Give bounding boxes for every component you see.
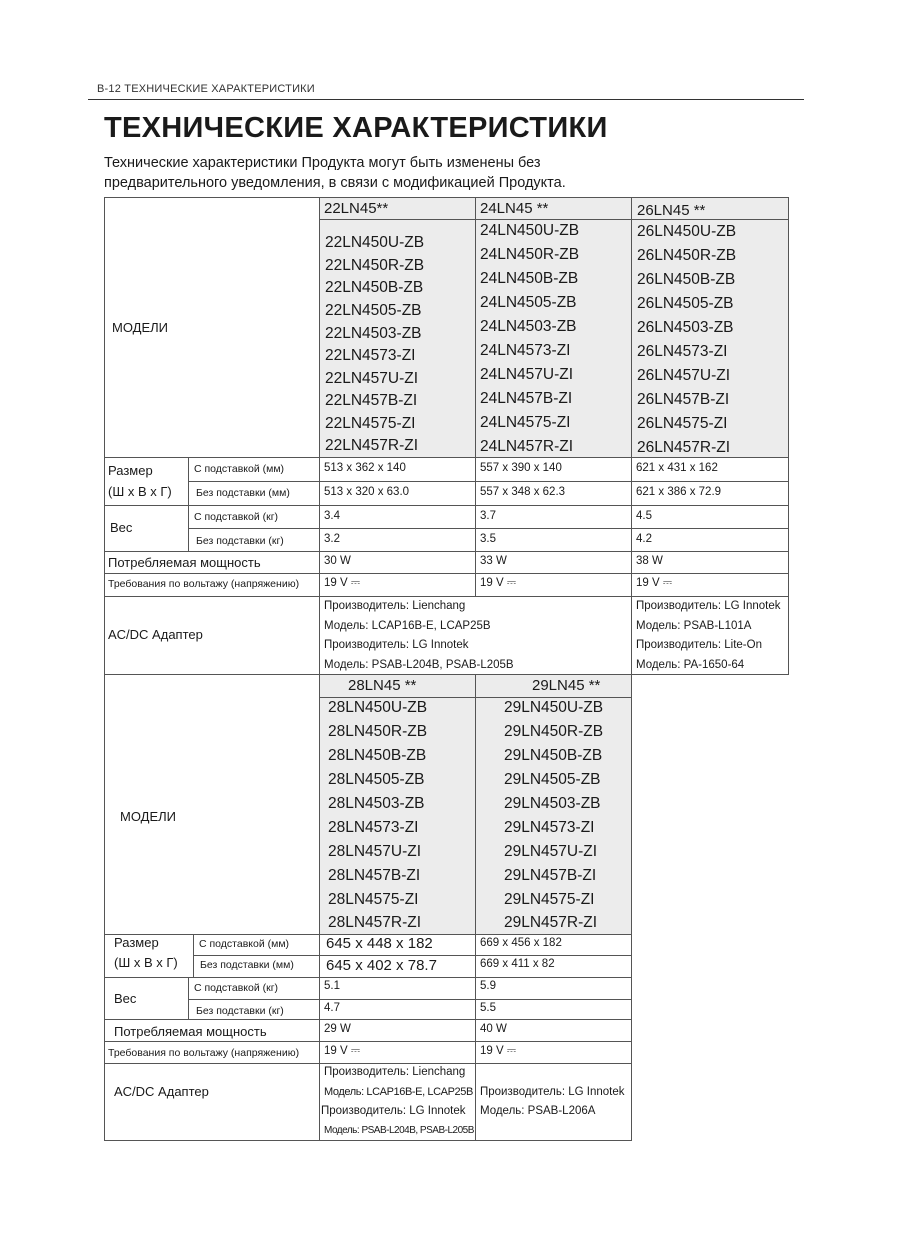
intro-line-2: предварительного уведомления, в связи с модификацией Продукта. xyxy=(104,175,566,191)
weight-label: Вес xyxy=(114,991,137,1006)
power-29: 40 W xyxy=(480,1023,507,1035)
models-label: МОДЕЛИ xyxy=(120,809,177,824)
model-item: 22LN450R-ZB xyxy=(325,257,425,274)
model-item: 29LN450R-ZB xyxy=(504,723,604,740)
model-item: 28LN4505-ZB xyxy=(328,771,425,788)
model-item: 29LN4573-ZI xyxy=(504,819,595,836)
adapter-line: Модель: PSAB-L206A xyxy=(480,1105,596,1117)
model-item: 26LN450U-ZB xyxy=(637,223,737,240)
size-label: Размер xyxy=(108,463,153,478)
weight-with-stand-22: 3.4 xyxy=(324,510,340,522)
model-item: 24LN457B-ZI xyxy=(480,390,573,407)
size-with-stand-24: 557 x 390 x 140 xyxy=(480,462,562,474)
model-item: 26LN4573-ZI xyxy=(637,343,728,360)
model-item: 29LN450U-ZB xyxy=(504,699,604,716)
weight-label: Вес xyxy=(110,520,133,535)
model-item: 26LN4503-ZB xyxy=(637,319,734,336)
model-item: 24LN457R-ZI xyxy=(480,438,574,455)
model-item: 28LN4503-ZB xyxy=(328,795,425,812)
power-label: Потребляемая мощность xyxy=(114,1024,267,1039)
model-item: 24LN4575-ZI xyxy=(480,414,571,431)
column-header-24: 24LN45 ** xyxy=(480,200,549,217)
weight-with-stand-26: 4.5 xyxy=(636,510,652,522)
model-item: 26LN450B-ZB xyxy=(637,271,736,288)
model-item: 24LN457U-ZI xyxy=(480,366,574,383)
model-item: 26LN457B-ZI xyxy=(637,391,730,408)
model-item: 22LN450B-ZB xyxy=(325,279,424,296)
size-label-dims: (Ш x В x Г) xyxy=(108,484,172,499)
adapter-line: Производитель: Lienchang xyxy=(324,1066,466,1078)
column-header-26: 26LN45 ** xyxy=(637,202,706,219)
power-label: Потребляемая мощность xyxy=(108,555,261,570)
page-title: ТЕХНИЧЕСКИЕ ХАРАКТЕРИСТИКИ xyxy=(104,112,608,144)
model-item: 29LN4503-ZB xyxy=(504,795,601,812)
header-rule xyxy=(88,99,804,100)
voltage-24: 19 V ⎓ xyxy=(480,577,517,589)
model-item: 29LN457B-ZI xyxy=(504,867,597,884)
column-header-22: 22LN45** xyxy=(324,200,389,217)
weight-with-stand-28: 5.1 xyxy=(324,980,340,992)
power-24: 33 W xyxy=(480,555,507,567)
voltage-26: 19 V ⎓ xyxy=(636,577,673,589)
intro-line-1: Технические характеристики Продукта могут быть изменены без xyxy=(104,155,541,171)
page-header: B-12 ТЕХНИЧЕСКИЕ ХАРАКТЕРИСТИКИ xyxy=(97,83,315,95)
models-label: МОДЕЛИ xyxy=(112,320,169,335)
model-item: 29LN4505-ZB xyxy=(504,771,601,788)
model-item: 28LN4573-ZI xyxy=(328,819,419,836)
weight-without-stand-28: 4.7 xyxy=(324,1002,340,1014)
column-header-28: 28LN45 ** xyxy=(348,677,417,694)
model-item: 29LN457U-ZI xyxy=(504,843,598,860)
size-label-dims: (Ш x В x Г) xyxy=(114,955,178,970)
model-item: 24LN4503-ZB xyxy=(480,318,577,335)
size-without-stand-29: 669 x 411 x 82 xyxy=(480,958,555,970)
model-item: 24LN4505-ZB xyxy=(480,294,577,311)
model-item: 28LN457U-ZI xyxy=(328,843,422,860)
adapter-info-26: Производитель: LG Innotek Модель: PSAB-L101A Производитель: Lite-On Модель: PA-1650-64 xyxy=(636,600,781,671)
adapter-info-22-24: Производитель: Lienchang Модель: LCAP16B-E, LCAP25B Производитель: LG Innotek Модель: PSAB-L204B, PSAB-L205B xyxy=(324,600,514,671)
model-item: 29LN4575-ZI xyxy=(504,891,595,908)
weight-without-stand-22: 3.2 xyxy=(324,533,340,545)
size-without-stand-28: 645 x 402 x 78.7 xyxy=(326,957,437,974)
weight-with-stand-29: 5.9 xyxy=(480,980,496,992)
size-with-stand-26: 621 x 431 x 162 xyxy=(636,462,718,474)
model-item: 22LN450U-ZB xyxy=(325,234,425,251)
voltage-28: 19 V ⎓ xyxy=(324,1045,361,1057)
model-item: 28LN450B-ZB xyxy=(328,747,427,764)
weight-without-stand-26: 4.2 xyxy=(636,533,652,545)
model-item: 29LN457R-ZI xyxy=(504,914,598,931)
size-with-stand-28: 645 x 448 x 182 xyxy=(326,935,433,952)
with-stand-kg-label: С подставкой (кг) xyxy=(194,511,279,523)
weight-with-stand-24: 3.7 xyxy=(480,510,496,522)
model-item: 22LN4505-ZB xyxy=(325,302,422,319)
model-item: 26LN450R-ZB xyxy=(637,247,737,264)
model-item: 26LN457R-ZI xyxy=(637,439,731,456)
voltage-29: 19 V ⎓ xyxy=(480,1045,517,1057)
adapter-line: Модель: LCAP16B-E, LCAP25B xyxy=(324,1086,473,1098)
model-item: 29LN450B-ZB xyxy=(504,747,603,764)
weight-without-stand-24: 3.5 xyxy=(480,533,496,545)
voltage-label: Требования по вольтажу (напряжению) xyxy=(108,1047,300,1059)
size-without-stand-22: 513 x 320 x 63.0 xyxy=(324,486,410,498)
model-item: 24LN4573-ZI xyxy=(480,342,571,359)
model-item: 28LN450R-ZB xyxy=(328,723,428,740)
adapter-label: AC/DC Адаптер xyxy=(108,627,203,642)
model-item: 22LN457U-ZI xyxy=(325,370,419,387)
model-item: 22LN4575-ZI xyxy=(325,415,416,432)
model-item: 24LN450B-ZB xyxy=(480,270,579,287)
power-28: 29 W xyxy=(324,1023,351,1035)
size-with-stand-29: 669 x 456 x 182 xyxy=(480,937,562,949)
model-item: 28LN450U-ZB xyxy=(328,699,428,716)
column-header-29: 29LN45 ** xyxy=(532,677,601,694)
model-item: 22LN4503-ZB xyxy=(325,325,422,342)
size-with-stand-22: 513 x 362 x 140 xyxy=(324,462,406,474)
size-without-stand-26: 621 x 386 x 72.9 xyxy=(636,486,722,498)
voltage-label: Требования по вольтажу (напряжению) xyxy=(108,578,300,590)
size-label: Размер xyxy=(114,935,159,950)
with-stand-mm-label: С подставкой (мм) xyxy=(194,463,285,475)
model-item: 24LN450U-ZB xyxy=(480,222,580,239)
without-stand-kg-label: Без подставки (кг) xyxy=(196,1005,284,1017)
model-item: 24LN450R-ZB xyxy=(480,246,580,263)
model-item: 26LN457U-ZI xyxy=(637,367,731,384)
model-item: 28LN4575-ZI xyxy=(328,891,419,908)
adapter-label: AC/DC Адаптер xyxy=(114,1084,209,1099)
weight-without-stand-29: 5.5 xyxy=(480,1002,496,1014)
model-item: 28LN457R-ZI xyxy=(328,914,422,931)
adapter-line: Производитель: LG Innotek xyxy=(480,1086,625,1098)
without-stand-kg-label: Без подставки (кг) xyxy=(196,535,284,547)
model-item: 22LN457B-ZI xyxy=(325,392,418,409)
model-item: 26LN4505-ZB xyxy=(637,295,734,312)
size-without-stand-24: 557 x 348 x 62.3 xyxy=(480,486,566,498)
model-item: 22LN457R-ZI xyxy=(325,437,419,454)
without-stand-mm-label: Без подставки (мм) xyxy=(196,487,290,499)
power-26: 38 W xyxy=(636,555,663,567)
voltage-22: 19 V ⎓ xyxy=(324,577,361,589)
adapter-line: Модель: PSAB-L204B, PSAB-L205B xyxy=(324,1125,474,1136)
adapter-line: Производитель: LG Innotek xyxy=(321,1105,466,1117)
model-item: 28LN457B-ZI xyxy=(328,867,421,884)
without-stand-mm-label: Без подставки (мм) xyxy=(200,959,294,971)
with-stand-mm-label: С подставкой (мм) xyxy=(199,938,290,950)
with-stand-kg-label: С подставкой (кг) xyxy=(194,982,279,994)
model-item: 22LN4573-ZI xyxy=(325,347,416,364)
model-item: 26LN4575-ZI xyxy=(637,415,728,432)
power-22: 30 W xyxy=(324,555,351,567)
